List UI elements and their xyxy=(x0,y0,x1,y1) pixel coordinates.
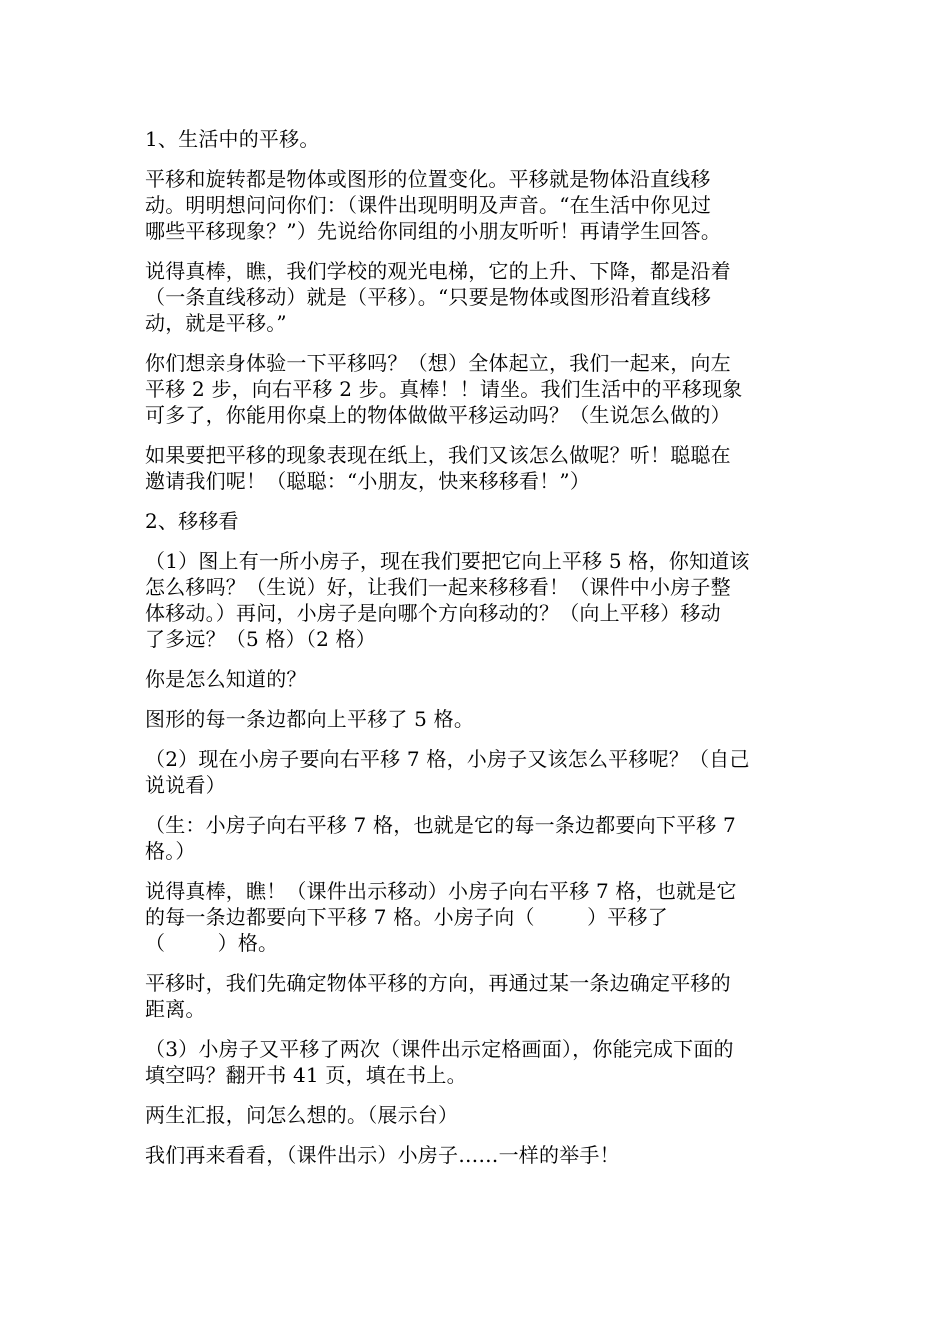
text-line: 两生汇报，问怎么想的。（展示台） xyxy=(145,1103,459,1127)
text-line: 填空吗？翻开书 41 页，填在书上。 xyxy=(145,1063,467,1087)
text-line: 怎么移吗？（生说）好，让我们一起来移移看！（课件中小房子整 xyxy=(145,575,731,599)
paragraph-p9 xyxy=(145,706,810,732)
text-line: 我们再来看看，（课件出示）小房子……一样的举手！ xyxy=(145,1143,620,1167)
text-line: 你是怎么知道的？ xyxy=(145,667,307,691)
text-line: 的每一条边都要向下平移 7 格。小房子向（ ）平移了 xyxy=(145,905,668,929)
text-line: 平移和旋转都是物体或图形的位置变化。平移就是物体沿直线移 xyxy=(145,167,711,191)
document-page xyxy=(145,126,810,1182)
paragraph-p2 xyxy=(145,166,810,244)
paragraph-p12 xyxy=(145,878,810,956)
text-line: （2）现在小房子要向右平移 7 格，小房子又该怎么平移呢？（自己 xyxy=(145,747,750,771)
paragraph-p7 xyxy=(145,548,810,652)
paragraph-p4 xyxy=(145,350,810,428)
text-line: 哪些平移现象？”）先说给你同组的小朋友听听！再请学生回答。 xyxy=(145,219,722,243)
text-line: 平移时，我们先确定物体平移的方向，再通过某一条边确定平移的 xyxy=(145,971,731,995)
text-line: （1）图上有一所小房子，现在我们要把它向上平移 5 格，你知道该 xyxy=(145,549,750,573)
text-line: 体移动。）再问，小房子是向哪个方向移动的？（向上平移）移动 xyxy=(145,601,721,625)
paragraph-p16 xyxy=(145,1142,810,1168)
text-line: （3）小房子又平移了两次（课件出示定格画面），你能完成下面的 xyxy=(145,1037,734,1061)
text-line: 说得真棒，瞧！（课件出示移动）小房子向右平移 7 格，也就是它 xyxy=(145,879,737,903)
text-line: 说得真棒，瞧，我们学校的观光电梯，它的上升、下降，都是沿着 xyxy=(145,259,731,283)
paragraph-p15 xyxy=(145,1102,810,1128)
paragraph-p10 xyxy=(145,746,810,798)
text-line: 平移 2 步，向右平移 2 步。真棒！！请坐。我们生活中的平移现象 xyxy=(145,377,743,401)
text-line: 动，就是平移。” xyxy=(145,311,287,335)
paragraph-p14 xyxy=(145,1036,810,1088)
text-line: 说说看） xyxy=(145,773,226,797)
text-line: 图形的每一条边都向上平移了 5 格。 xyxy=(145,707,475,731)
text-line: 可多了，你能用你桌上的物体做做平移运动吗？（生说怎么做的） xyxy=(145,403,731,427)
paragraph-p1 xyxy=(145,126,810,152)
paragraph-p6 xyxy=(145,508,810,534)
text-line: （ ）格。 xyxy=(145,931,279,955)
text-line: （一条直线移动）就是（平移）。“只要是物体或图形沿着直线移 xyxy=(145,285,712,309)
paragraph-p11 xyxy=(145,812,810,864)
paragraph-p3 xyxy=(145,258,810,336)
text-line: 格。） xyxy=(145,839,196,863)
paragraph-p8 xyxy=(145,666,810,692)
text-line: 1、生活中的平移。 xyxy=(145,127,320,151)
paragraph-p13 xyxy=(145,970,810,1022)
text-line: 邀请我们呢！（聪聪：“小朋友，快来移移看！”） xyxy=(145,469,591,493)
text-line: （生：小房子向右平移 7 格，也就是它的每一条边都要向下平移 7 xyxy=(145,813,736,837)
text-line: 动。明明想问问你们：（课件出现明明及声音。“在生活中你见过 xyxy=(145,193,712,217)
text-line: 你们想亲身体验一下平移吗？（想）全体起立，我们一起来，向左 xyxy=(145,351,731,375)
paragraph-p5 xyxy=(145,442,810,494)
text-line: 如果要把平移的现象表现在纸上，我们又该怎么做呢？听！聪聪在 xyxy=(145,443,731,467)
text-line: 距离。 xyxy=(145,997,206,1021)
text-line: 了多远？（5 格）（2 格） xyxy=(145,627,376,651)
text-line: 2、移移看 xyxy=(145,509,239,533)
